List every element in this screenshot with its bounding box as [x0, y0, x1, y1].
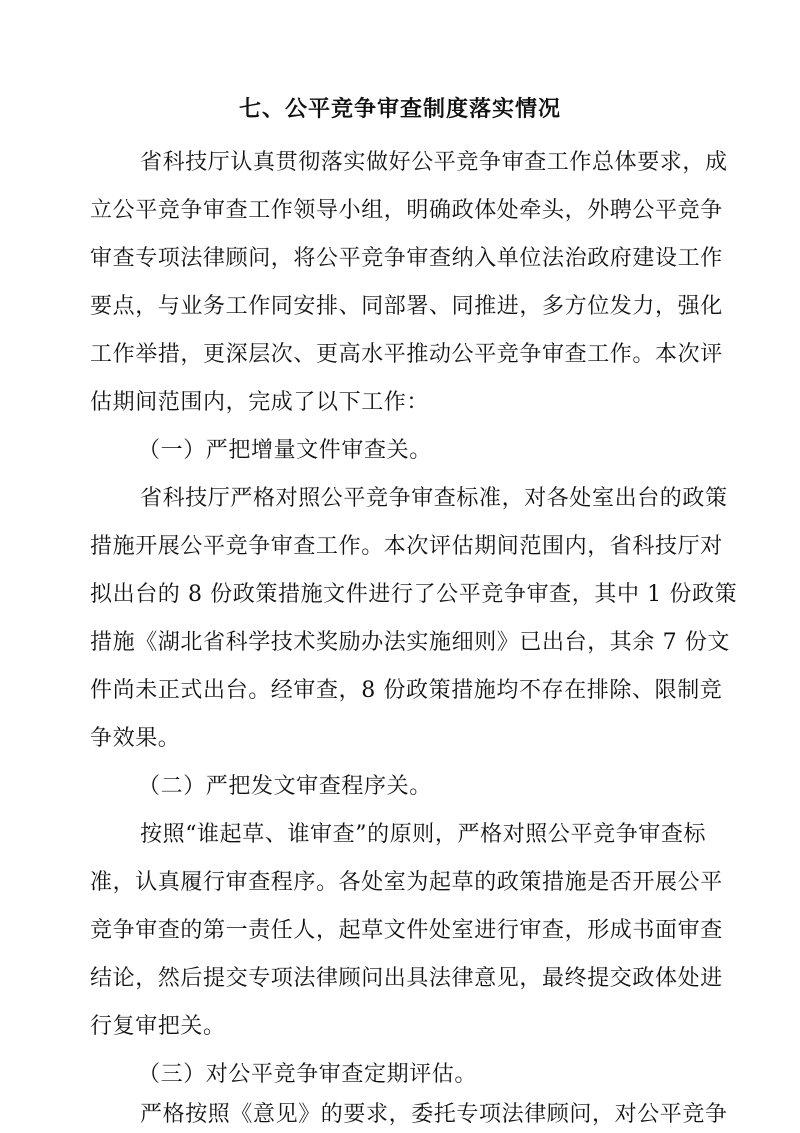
paragraph-line: 件尚未正式出台。经审查，8 份政策措施均不存在排除、限制竞 [90, 678, 723, 703]
paragraph-line: 结论，然后提交专项法律顾问出具法律意见，最终提交政体处进 [90, 966, 723, 991]
paragraph-line: 省科技厅认真贯彻落实做好公平竞争审查工作总体要求，成 [140, 150, 728, 175]
paragraph-line: 措施《湖北省科学技术奖励办法实施细则》已出台，其余 7 份文 [90, 630, 730, 655]
paragraph-line: 审查专项法律顾问，将公平竞争审查纳入单位法治政府建设工作 [90, 246, 723, 271]
paragraph-line: 立公平竞争审查工作领导小组，明确政体处牵头，外聘公平竞争 [90, 198, 723, 223]
paragraph-line: 拟出台的 8 份政策措施文件进行了公平竞争审查，其中 1 份政策 [90, 582, 738, 607]
paragraph-line: 工作举措，更深层次、更高水平推动公平竞争审查工作。本次评 [90, 342, 723, 367]
section-title: 七、公平竞争审查制度落实情况 [238, 97, 561, 122]
paragraph-line: 估期间范围内，完成了以下工作： [90, 390, 430, 415]
paragraph-line: 行复审把关。 [90, 1014, 226, 1039]
paragraph-line: 省科技厅严格对照公平竞争审查标准，对各处室出台的政策 [140, 486, 728, 511]
subsection-heading: （二）严把发文审查程序关。 [138, 774, 432, 799]
paragraph-line: 争效果。 [90, 726, 181, 751]
paragraph-line: 严格按照《意见》的要求，委托专项法律顾问，对公平竞争 [140, 1102, 728, 1127]
paragraph-line: 竞争审查的第一责任人，起草文件处室进行审查，形成书面审查 [90, 918, 723, 943]
paragraph-line: 准，认真履行审查程序。各处室为起草的政策措施是否开展公平 [90, 870, 723, 895]
subsection-heading: （一）严把增量文件审查关。 [138, 438, 432, 463]
subsection-heading: （三）对公平竞争审查定期评估。 [138, 1062, 478, 1087]
paragraph-line: 措施开展公平竞争审查工作。本次评估期间范围内，省科技厅对 [90, 534, 723, 559]
paragraph-line: 要点，与业务工作同安排、同部署、同推进，多方位发力，强化 [90, 294, 723, 319]
paragraph-line: 按照“谁起草、谁审查”的原则，严格对照公平竞争审查标 [140, 822, 707, 847]
